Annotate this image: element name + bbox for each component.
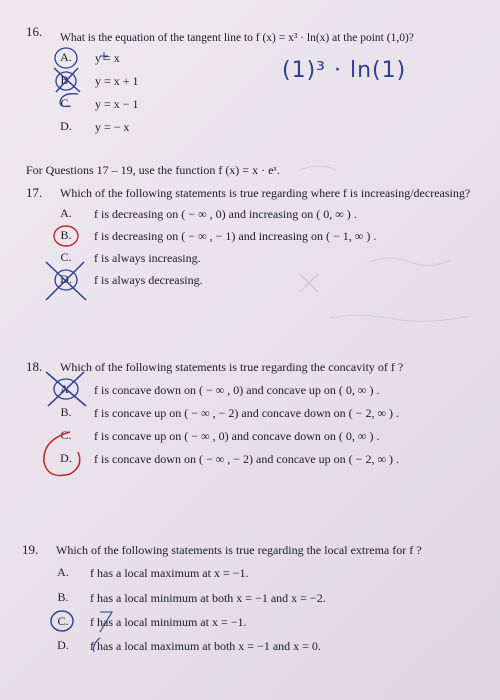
q19-option-d-letter[interactable]: D.	[57, 638, 69, 652]
q19-option-a-text: f has a local maximum at x = −1.	[90, 566, 249, 580]
q18-question: Which of the following statements is true regarding the concavity of f ?	[60, 360, 404, 374]
q19-option-b-letter[interactable]: B.	[57, 590, 69, 604]
q17-option-d-text: f is always decreasing.	[94, 273, 203, 287]
faint-cross-mark	[300, 274, 318, 292]
q17-option-d-letter[interactable]: D.	[60, 272, 72, 286]
q19-option-b-text: f has a local minimum at both x = −1 and x = −2.	[90, 591, 326, 605]
questions-17-19-intro: For Questions 17 – 19, use the function f (x) = x · eˣ.	[26, 163, 280, 177]
q17-option-b-text: f is decreasing on ( − ∞ , − 1) and increasing on ( − 1, ∞ ) .	[94, 229, 377, 243]
q17-option-a-text: f is decreasing on ( − ∞ , 0) and increasing on ( 0, ∞ ) .	[94, 207, 357, 221]
q18-option-b-letter[interactable]: B.	[60, 405, 72, 419]
q17-option-c-text: f is always increasing.	[94, 251, 201, 265]
q16-option-a-letter[interactable]: A.	[60, 50, 72, 64]
q17-option-c-letter[interactable]: C.	[60, 250, 72, 264]
q16-question: What is the equation of the tangent line to f (x) = x³ · ln(x) at the point (1,0)?	[60, 32, 414, 44]
q16-option-c-text: y = x − 1	[95, 97, 139, 111]
q17-option-b-letter[interactable]: B.	[60, 228, 72, 242]
q18-option-d-text: f is concave down on ( − ∞ , − 2) and concave up on ( − 2, ∞ ) .	[94, 452, 399, 466]
q16-option-b-letter[interactable]: B.	[60, 73, 72, 87]
q16-option-a-text: y = x	[95, 51, 120, 65]
q16-handwritten-work: (1)³ · ln(1)	[282, 58, 407, 83]
q18-number: 18.	[26, 359, 43, 374]
q18-option-c-text: f is concave up on ( − ∞ , 0) and concave down on ( 0, ∞ ) .	[94, 429, 380, 443]
q19-option-d-text: f has a local maximum at both x = −1 and x = 0.	[90, 639, 321, 653]
q16-option-d-letter[interactable]: D.	[60, 119, 72, 133]
q17-number: 17.	[26, 185, 43, 200]
q19-number: 19.	[22, 542, 39, 557]
q18-option-c-letter[interactable]: C.	[60, 428, 72, 442]
q16-option-b-text: y = x + 1	[95, 74, 139, 88]
q18-option-a-letter[interactable]: A.	[60, 382, 72, 396]
q19-option-a-letter[interactable]: A.	[57, 565, 69, 579]
bleed-through-mark	[370, 258, 450, 266]
q17-option-a-letter[interactable]: A.	[60, 206, 72, 220]
q16-number: 16.	[26, 24, 43, 39]
q19-option-c-letter[interactable]: C.	[57, 614, 69, 628]
q16-option-c-letter[interactable]: C.	[60, 96, 72, 110]
bleed-through-mark	[300, 166, 336, 170]
q19-question: Which of the following statements is true regarding the local extrema for f ?	[56, 543, 422, 557]
q19-option-c-text: f has a local minimum at x = −1.	[90, 615, 247, 629]
q17-question: Which of the following statements is true regarding where f is increasing/decreasing?	[60, 186, 471, 200]
bleed-through-mark	[330, 315, 470, 321]
q18-option-a-text: f is concave down on ( − ∞ , 0) and concave up on ( 0, ∞ ) .	[94, 383, 380, 397]
q18-option-b-text: f is concave up on ( − ∞ , − 2) and concave down on ( − 2, ∞ ) .	[94, 406, 399, 420]
q18-option-d-letter[interactable]: D.	[60, 451, 72, 465]
q16-option-d-text: y = − x	[95, 120, 130, 134]
